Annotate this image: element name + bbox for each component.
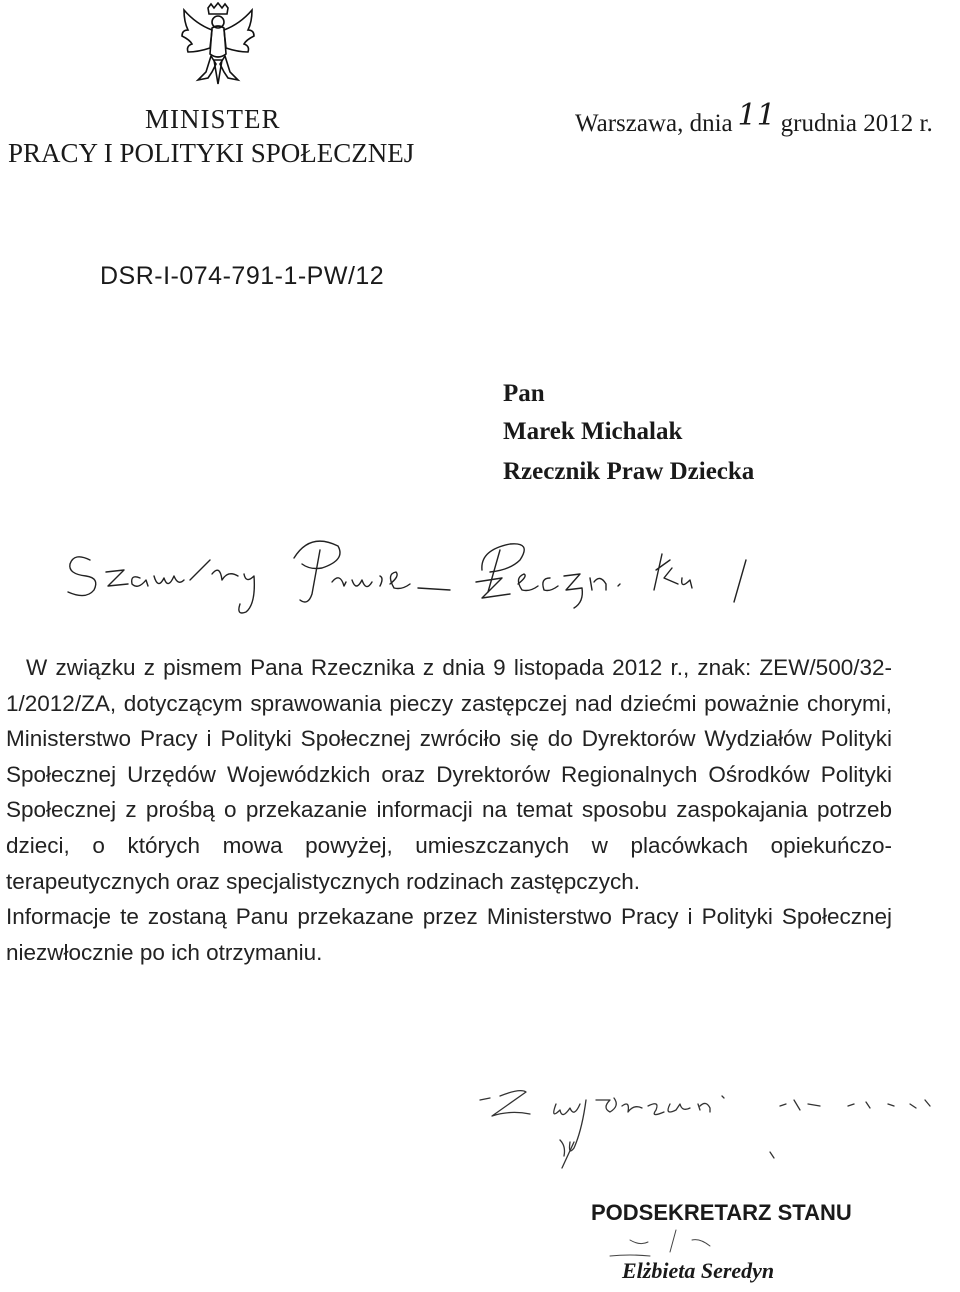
body-paragraph-2: Informacje te zostaną Panu przekazane przez Ministerstwo Pracy i Polityki Społecznej niezwłocznie po ich otrzymaniu. [6, 904, 892, 965]
addressee-title: Pan [503, 380, 545, 407]
handwritten-salutation [50, 520, 770, 630]
date-suffix: grudnia 2012 r. [780, 110, 933, 137]
signatory-role: PODSEKRETARZ STANU [591, 1200, 852, 1225]
handwritten-closing-signature [470, 1060, 940, 1190]
stamp-signature-scribble [600, 1226, 740, 1262]
addressee-name: Marek Michalak [503, 418, 683, 445]
polish-eagle-emblem-icon [178, 2, 258, 88]
date-prefix: Warszawa, dnia [575, 110, 733, 137]
signatory-name: Elżbieta Seredyn [622, 1258, 775, 1283]
reference-number: DSR-I-074-791-1-PW/12 [100, 262, 385, 290]
letter-body [6, 650, 892, 970]
addressee-position: Rzecznik Praw Dziecka [503, 458, 755, 485]
date-line [575, 98, 933, 139]
date-day-handwritten: 11 [737, 98, 776, 133]
ministry-title-line1: MINISTER [145, 104, 281, 134]
ministry-title-line2: PRACY I POLITYKI SPOŁECZNEJ [8, 138, 415, 168]
body-paragraph-1: W związku z pismem Pana Rzecznika z dnia 9 listopada 2012 r., znak: ZEW/500/32-1/2012/ZA, dotyczącym sprawowania pieczy zastępczej nad dziećmi poważnie chorymi, Ministerstwo Pracy i Polityki Społecznej zwróciło się do Dyrektorów Wydziałów Polityki Społecznej Urzędów Wojewódzkich oraz Dyrektorów Regionalnych Ośrodków Polityki Społecznej z prośbą o przekazanie informacji na temat sposobu zaspokajania potrzeb dzieci, o których mowa powyżej, umieszczanych w placówkach opiekuńczo- terapeutycznych oraz specjalistycznych rodzinach zastępczych. [6, 655, 892, 894]
